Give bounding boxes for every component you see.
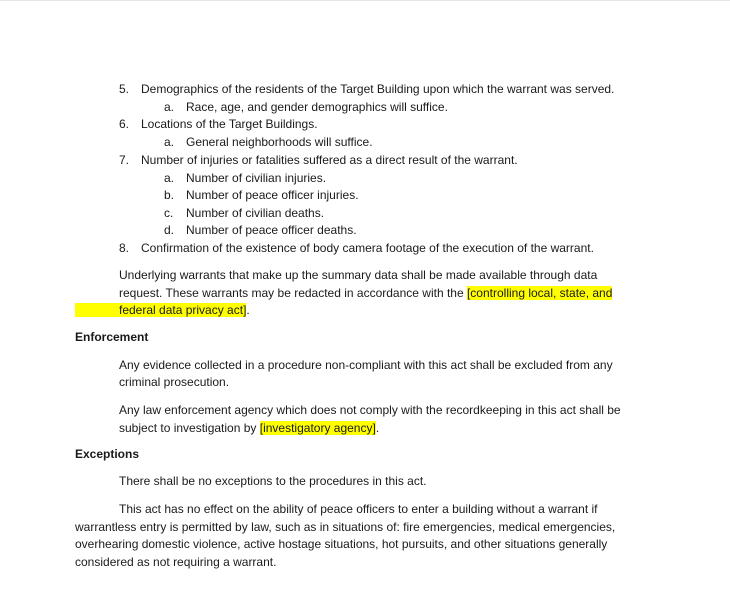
paragraph-line: Any evidence collected in a procedure non-compliant with this act shall be excluded from any xyxy=(119,358,613,372)
list-subitem-text: Number of civilian deaths. xyxy=(186,206,325,220)
highlighted-placeholder: [investigatory agency] xyxy=(259,421,376,435)
list-subitem-text: General neighborhoods will suffice. xyxy=(186,135,373,149)
paragraph-line xyxy=(119,285,612,301)
paragraph-text: request. These warrants may be redacted in accordance with the xyxy=(119,286,467,300)
list-item-text: Confirmation of the existence of body camera footage of the execution of the warrant. xyxy=(141,241,594,255)
list-letter: a. xyxy=(164,135,175,149)
list-letter: a. xyxy=(164,100,175,114)
paragraph-line: Any law enforcement agency which does not comply with the recordkeeping in this act shall be xyxy=(119,403,621,417)
list-letter: a. xyxy=(164,171,175,185)
list-item-text: Number of injuries or fatalities suffered as a direct result of the warrant. xyxy=(141,153,518,167)
list-subitem-text: Number of peace officer deaths. xyxy=(186,223,357,237)
list-subitem-text: Number of peace officer injuries. xyxy=(186,188,359,202)
paragraph-text: subject to investigation by xyxy=(119,421,260,435)
section-heading-exceptions: Exceptions xyxy=(75,447,140,461)
paragraph-text: . xyxy=(375,421,380,435)
paragraph-line: criminal prosecution. xyxy=(119,375,230,389)
list-item-text: Locations of the Target Buildings. xyxy=(141,117,318,131)
list-number: 8. xyxy=(119,241,130,255)
exceptions-paragraph-1: There shall be no exceptions to the procedures in this act. xyxy=(119,474,427,488)
page-top-border xyxy=(0,0,730,1)
paragraph-line xyxy=(75,302,250,318)
list-item-text: Demographics of the residents of the Target Building upon which the warrant was served. xyxy=(141,82,615,96)
list-letter: c. xyxy=(164,206,174,220)
list-subitem-text: Race, age, and gender demographics will suffice. xyxy=(186,100,448,114)
highlighted-placeholder: federal data privacy act] xyxy=(75,303,246,317)
paragraph-line xyxy=(119,420,379,436)
list-number: 7. xyxy=(119,153,130,167)
section-heading-enforcement: Enforcement xyxy=(75,330,149,344)
paragraph-text: . xyxy=(246,303,250,317)
list-letter: d. xyxy=(164,223,175,237)
paragraph-line: This act has no effect on the ability of peace officers to enter a building without a warrant if xyxy=(119,502,598,516)
paragraph-line: warrantless entry is permitted by law, such as in situations of: fire emergencies, medical emergencies, xyxy=(75,520,616,534)
paragraph-line: considered as not requiring a warrant. xyxy=(75,555,277,569)
paragraph-line: Underlying warrants that make up the summary data shall be made available through data xyxy=(119,268,598,282)
list-letter: b. xyxy=(164,188,175,202)
list-subitem-text: Number of civilian injuries. xyxy=(186,171,327,185)
list-number: 5. xyxy=(119,82,130,96)
highlighted-placeholder: [controlling local, state, and xyxy=(466,286,613,300)
list-number: 6. xyxy=(119,117,130,131)
paragraph-line: overhearing domestic violence, active hostage situations, hot pursuits, and other situations generally xyxy=(75,537,608,551)
